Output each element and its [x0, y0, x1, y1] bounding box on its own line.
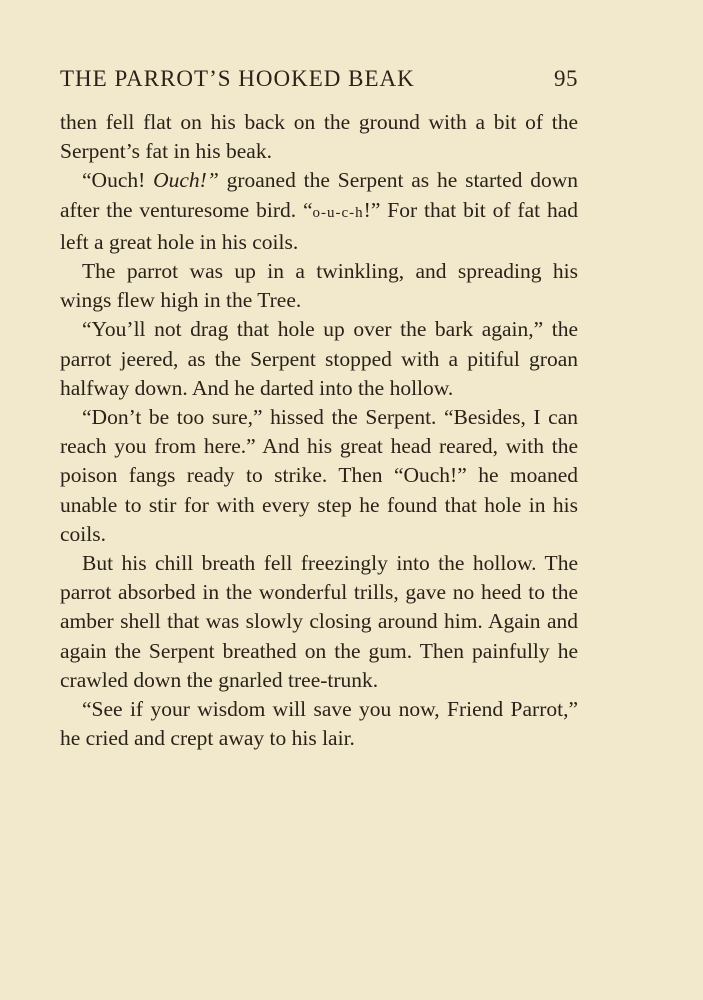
- paragraph-7: “See if your wisdom will save you now, Friend Parrot,” he cried and crept away to his lair.: [60, 697, 578, 751]
- body-text: [60, 108, 578, 753]
- running-title: THE PARROT’S HOOKED BEAK: [60, 66, 415, 91]
- paragraph-2-part-1: “Ouch!: [82, 168, 154, 193]
- paragraph-3: The parrot was up in a twinkling, and spreading his wings flew high in the Tree.: [60, 259, 578, 313]
- paragraph-5: “Don’t be too sure,” hissed the Serpent. “Besides, I can reach you from here.” And his great head reared, with the poison fangs ready to strike. Then “Ouch!” he moaned unable to stir for with every step he found that hole in his coils.: [60, 405, 578, 546]
- paragraph-4: “You’ll not drag that hole up over the bark again,” the parrot jeered, as the Serpent stopped with a pitiful groan halfway down. And he darted into the hollow.: [60, 317, 578, 400]
- book-page: [60, 62, 578, 753]
- paragraph-2-part-2: groaned the Serpent as he started down after the venturesome bird. “: [60, 168, 578, 222]
- paragraph-6: But his chill breath fell freezingly into the hollow. The parrot absorbed in the wonderful trills, gave no heed to the amber shell that was slowly closing around him. Again and again the Serpent breathed on the gum. Then painfully he crawled down the gnarled tree-trunk.: [60, 551, 578, 692]
- paragraph-2: [60, 166, 578, 257]
- paragraph-2-part-3: !” For that bit of fat had left a great hole in his coils.: [60, 197, 578, 254]
- paragraph-1: then fell flat on his back on the ground with a bit of the Serpent’s fat in his beak.: [60, 110, 578, 164]
- paragraph-2-italic: Ouch!”: [153, 168, 219, 193]
- running-header: [60, 62, 578, 96]
- page-number: 95: [554, 66, 578, 91]
- paragraph-2-smallcaps: o-u-c-h: [312, 204, 364, 221]
